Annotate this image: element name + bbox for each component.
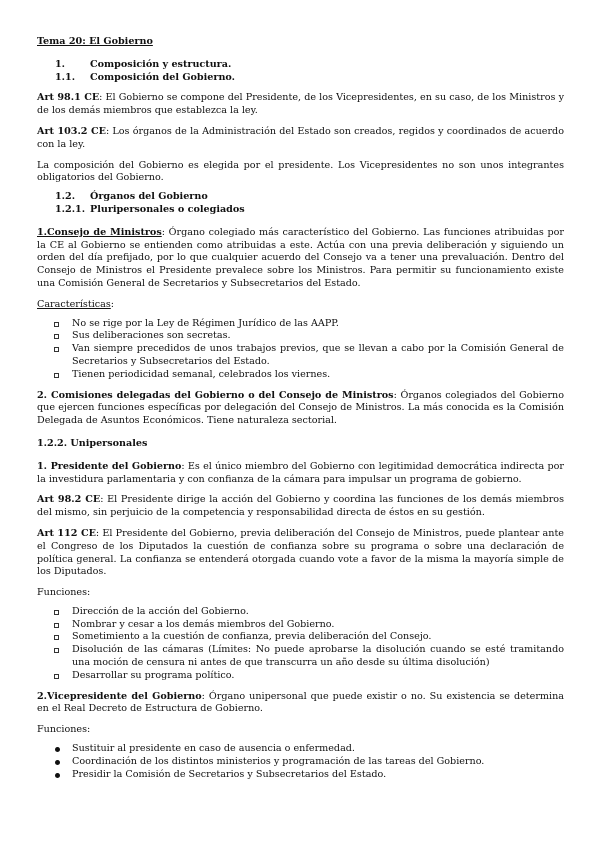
page-title: Tema 20: El Gobierno [37,36,153,47]
list-item: Sustituir al presidente en caso de ausencia o enfermedad. [37,743,564,756]
list-item: Sus deliberaciones son secretas. [37,330,564,343]
list-item: Coordinación de los distintos ministerios y programación de las tareas del Gobierno. [37,756,564,769]
paragraph-presidente: 1. Presidente del Gobierno: Es el único miembro del Gobierno con legitimidad democrática indirecta por la investidura parlamentaria y con confianza de la cámara para impulsar un programa de gobierno. [37,460,564,485]
paragraph-consejo-ministros: 1.Consejo de Ministros: Órgano colegiado más característico del Gobierno. Las funciones atribuidas por la CE al Gobierno se entienden como atribuidas a este. Actúa con una previa deliberación y siguiendo un orden del día prefijado, por lo que cualquier acuerdo del Consejo va a tener una prevaluación. Dentro del Consejo de Ministros el Presidente prevalece sobre los Ministros. Para permitir su funcionamiento existe una Comisión General de Secretarios y Subsecretarios del Estado. [37,226,564,289]
list-item: Dirección de la acción del Gobierno. [37,606,564,619]
list-item: Nombrar y cesar a los demás miembros del Gobierno. [37,619,564,632]
paragraph-art-112: Art 112 CE: El Presidente del Gobierno, previa deliberación del Consejo de Ministros, puede plantear ante el Congreso de los Diputados la cuestión de confianza sobre su programa o sobre una declaración de política general. La confianza se entenderá otorgada cuando vote a favor de la misma la mayoría simple de los Diputados. [37,527,564,578]
list-item: Tienen periodicidad semanal, celebrados los viernes. [37,369,564,382]
heading-1-2-2: 1.2.2. Unipersonales [37,437,148,449]
funciones-presidente-label: Funciones: [37,587,91,599]
paragraph-art-103-2: Art 103.2 CE: Los órganos de la Administración del Estado son creados, regidos y coordinados de acuerdo con la ley. [37,125,564,150]
heading-1-2-1: 1.2.1. Pluripersonales o colegiados [55,203,245,215]
funciones-vicepresidente-label: Funciones: [37,724,91,736]
caracteristicas-list [37,318,564,382]
paragraph-comisiones-delegadas: 2. Comisiones delegadas del Gobierno o del Consejo de Ministros: Órganos colegiados del Gobierno que ejercen funciones específicas por delegación del Consejo de Ministros. La más conocida es la Comisión Delegada de Asuntos Económicos. Tiene naturaleza sectorial. [37,389,565,427]
list-item: No se rige por la Ley de Régimen Jurídico de las AAPP. [37,318,564,331]
list-item: Disolución de las cámaras (Límites: No puede aprobarse la disolución cuando se esté tramitando una moción de censura ni antes de que transcurra un año desde su última disolución) [37,644,564,670]
paragraph-vicepresidente: 2.Vicepresidente del Gobierno: Órgano unipersonal que puede existir o no. Su existencia se determina en el Real Decreto de Estructura de Gobierno. [37,690,564,715]
heading-1-1: 1.1. Composición del Gobierno. [55,71,235,83]
heading-1: 1. Composición y estructura. [55,58,232,70]
list-item: Desarrollar su programa político. [37,670,564,683]
funciones-vicepresidente-list [37,743,564,781]
caracteristicas-label: Características: [37,298,115,310]
list-item: Presidir la Comisión de Secretarios y Subsecretarios del Estado. [37,769,564,782]
paragraph-composicion: La composición del Gobierno es elegida por el presidente. Los Vicepresidentes no son unos integrantes obligatorios del Gobierno. [37,159,564,184]
paragraph-art-98-1: Art 98.1 CE: El Gobierno se compone del Presidente, de los Vicepresidentes, en su caso, de los Ministros y de los demás miembros que establezca la ley. [37,92,564,117]
funciones-presidente-list [37,606,564,683]
list-item: Van siempre precedidos de unos trabajos previos, que se llevan a cabo por la Comisión General de Secretarios y Subsecretarios del Estado. [37,343,564,369]
list-item: Sometimiento a la cuestión de confianza, previa deliberación del Consejo. [37,631,564,644]
paragraph-art-98-2: Art 98.2 CE: El Presidente dirige la acción del Gobierno y coordina las funciones de los demás miembros del mismo, sin perjuicio de la competencia y responsabilidad directa de éstos en su gestión. [37,494,564,519]
heading-1-2: 1.2. Órganos del Gobierno [55,191,208,203]
